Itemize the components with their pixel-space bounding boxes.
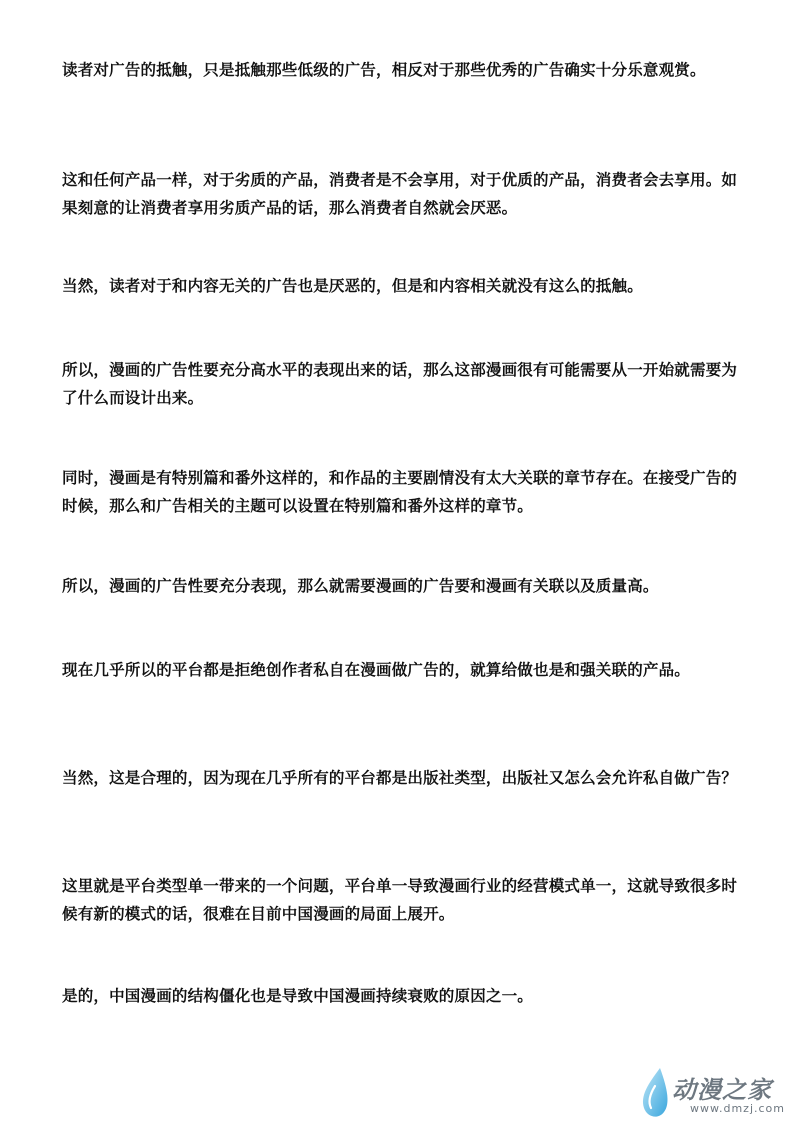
paragraph-7: 现在几乎所以的平台都是拒绝创作者私自在漫画做广告的，就算给做也是和强关联的产品。 xyxy=(62,661,691,679)
paragraph-9: 这里就是平台类型单一带来的一个问题，平台单一导致漫画行业的经营模式单一，这就导致很多时候有新的模式的话，很难在目前中国漫画的局面上展开。 xyxy=(62,877,738,923)
paragraph-8: 当然，这是合理的，因为现在几乎所有的平台都是出版社类型，出版社又怎么会允许私自做广告？ xyxy=(62,769,738,787)
water-drop-icon xyxy=(638,1066,674,1122)
paragraph-6: 所以，漫画的广告性要充分表现，那么就需要漫画的广告要和漫画有关联以及质量高。 xyxy=(62,577,659,595)
paragraph-3: 当然，读者对于和内容无关的广告也是厌恶的，但是和内容相关就没有这么的抵触。 xyxy=(62,277,643,295)
paragraph-4: 所以，漫画的广告性要充分高水平的表现出来的话，那么这部漫画很有可能需要从一开始就需要为了什么而设计出来。 xyxy=(62,361,738,407)
paragraph-1: 读者对广告的抵触，只是抵触那些低级的广告，相反对于那些优秀的广告确实十分乐意观赏。 xyxy=(62,61,706,79)
paragraph-10: 是的，中国漫画的结构僵化也是导致中国漫画持续衰败的原因之一。 xyxy=(62,987,534,1005)
paragraph-5: 同时，漫画是有特别篇和番外这样的，和作品的主要剧情没有太大关联的章节存在。在接受广告的时候，那么和广告相关的主题可以设置在特别篇和番外这样的章节。 xyxy=(62,469,738,515)
watermark-site-url: www.dmzj.com xyxy=(690,1102,785,1115)
site-watermark xyxy=(638,1066,788,1122)
watermark-site-name: 动漫之家 xyxy=(672,1076,772,1104)
paragraph-2: 这和任何产品一样，对于劣质的产品，消费者是不会享用，对于优质的产品，消费者会去享用。如果刻意的让消费者享用劣质产品的话，那么消费者自然就会厌恶。 xyxy=(62,171,738,217)
